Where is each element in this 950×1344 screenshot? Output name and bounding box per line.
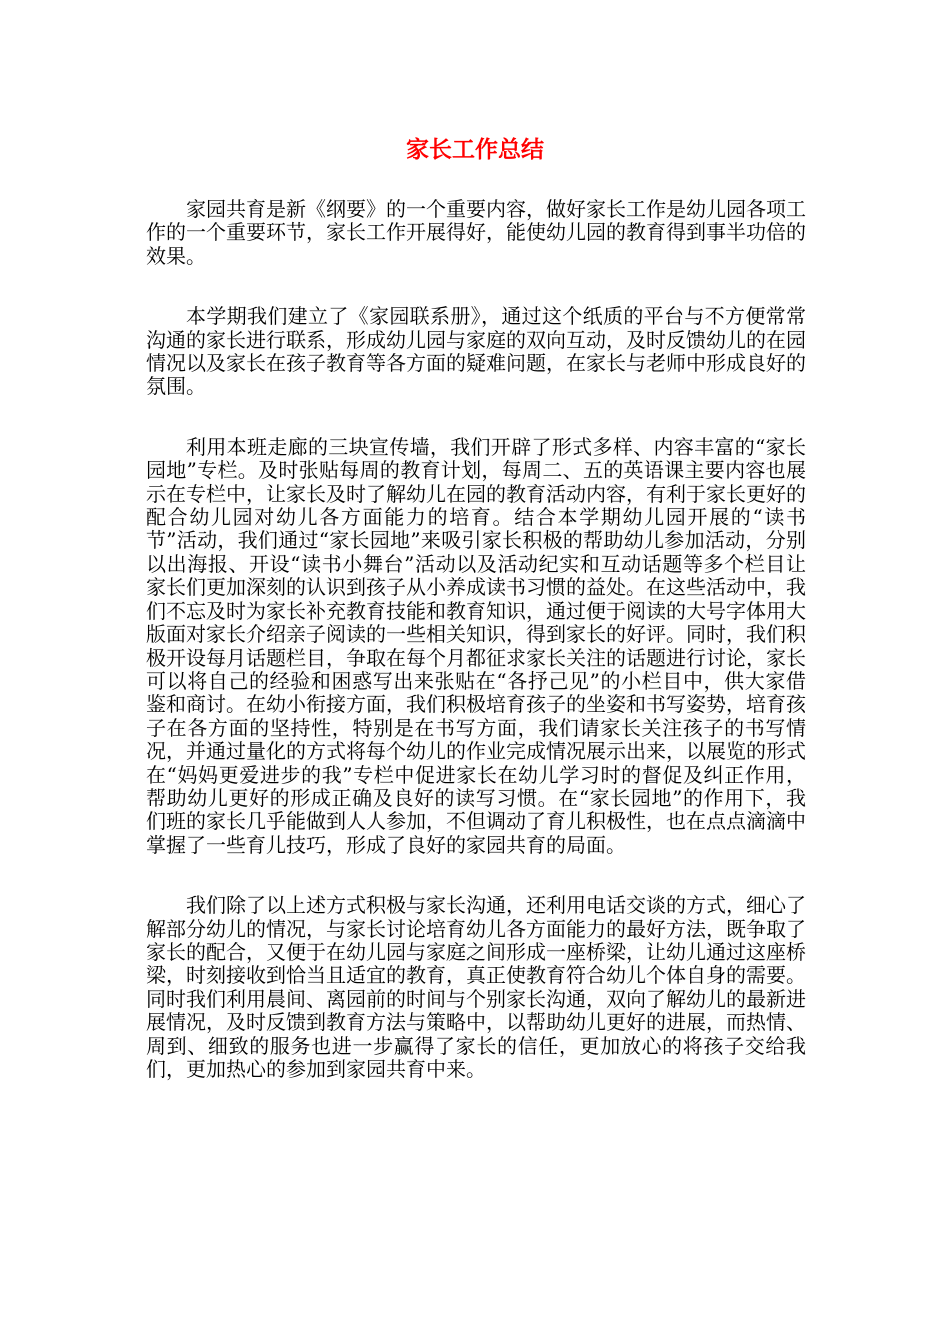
paragraph-contact-book: 本学期我们建立了《家园联系册》，通过这个纸质的平台与不方便常常沟通的家长进行联系，形成幼儿园与家庭的双向互动，及时反馈幼儿的在园情况以及家长在孩子教育等各方面的疑难问题，在家长与老师中形成良好的氛围。 [146,304,806,399]
paragraph-intro: 家园共育是新《纲要》的一个重要内容，做好家长工作是幼儿园各项工作的一个重要环节，家长工作开展得好，能使幼儿园的教育得到事半功倍的效果。 [146,197,806,268]
paragraph-communication: 我们除了以上述方式积极与家长沟通，还利用电话交谈的方式，细心了解部分幼儿的情况，与家长讨论培育幼儿各方面能力的最好方法，既争取了家长的配合，又便于在幼儿园与家庭之间形成一座桥梁，让幼儿通过这座桥梁，时刻接收到恰当且适宜的教育，真正使教育符合幼儿个体自身的需要。同时我们利用晨间、离园前的时间与个别家长沟通，双向了解幼儿的最新进展情况，及时反馈到教育方法与策略中，以帮助幼儿更好的进展，而热情、周到、细致的服务也进一步赢得了家长的信任，更加放心的将孩子交给我们，更加热心的参加到家园共育中来。 [146,893,806,1081]
paragraph-parent-garden: 利用本班走廊的三块宣传墙，我们开辟了形式多样、内容丰富的“家长园地”专栏。及时张贴每周的教育计划，每周二、五的英语课主要内容也展示在专栏中，让家长及时了解幼儿在园的教育活动内容，有利于家长更好的配合幼儿园对幼儿各方面能力的培育。结合本学期幼儿园开展的“读书节”活动，我们通过“家长园地”来吸引家长积极的帮助幼儿参加活动，分别以出海报、开设“读书小舞台”活动以及活动纪实和互动话题等多个栏目让家长们更加深刻的认识到孩子从小养成读书习惯的益处。在这些活动中，我们不忘及时为家长补充教育技能和教育知识，通过便于阅读的大号字体用大版面对家长介绍亲子阅读的一些相关知识，得到家长的好评。同时，我们积极开设每月话题栏目，争取在每个月都征求家长关注的话题进行讨论，家长可以将自己的经验和困惑写出来张贴在“各抒己见”的小栏目中，供大家借鉴和商讨。在幼小衔接方面，我们积极培育孩子的坐姿和书写姿势，培育孩子在各方面的坚持性，特别是在书写方面，我们请家长关注孩子的书写情况，并通过量化的方式将每个幼儿的作业完成情况展示出来，以展览的形式在“妈妈更爱进步的我”专栏中促进家长在幼儿学习时的督促及纠正作用，帮助幼儿更好的形成正确及良好的读写习惯。在“家长园地”的作用下，我们班的家长几乎能做到人人参加，不但调动了育儿积极性，也在点点滴滴中掌握了一些育儿技巧，形成了良好的家园共育的局面。 [146,434,806,857]
document-body [146,198,806,1081]
document-title: 家长工作总结 [406,137,544,163]
